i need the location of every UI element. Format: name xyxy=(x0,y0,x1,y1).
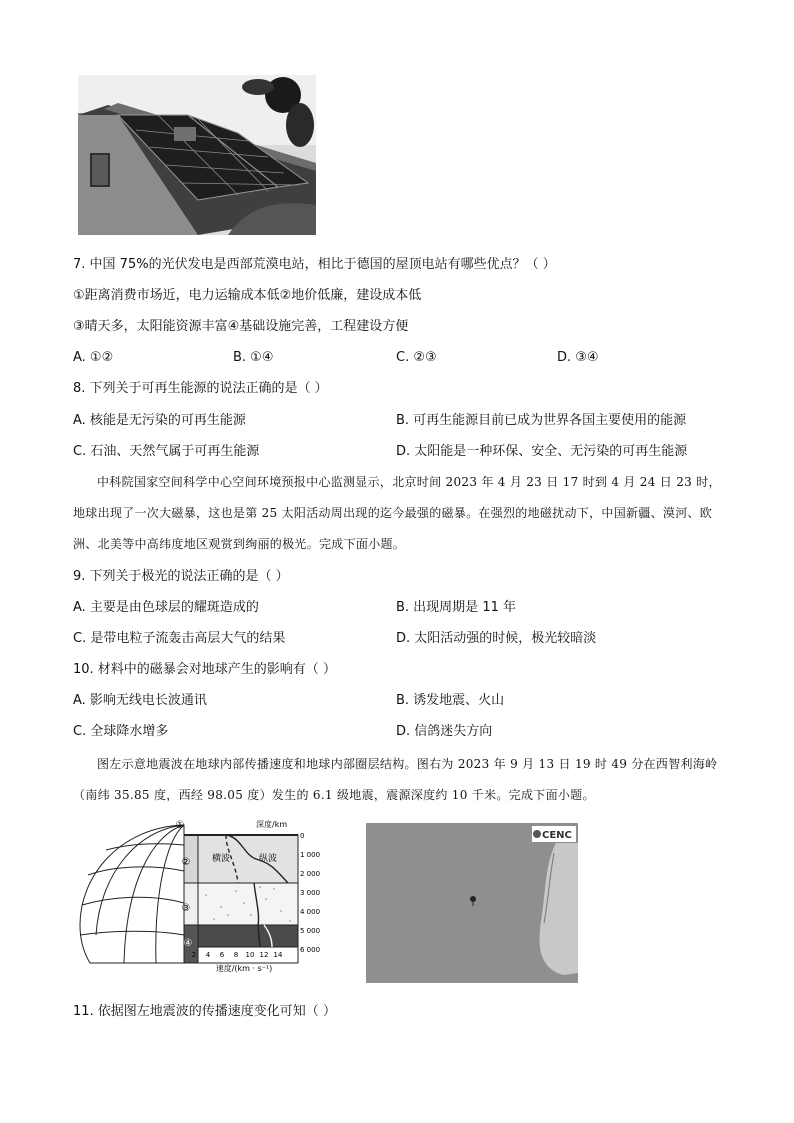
question-11-stem: 11. 依据图左地震波的传播速度变化可知（ ） xyxy=(73,1004,336,1019)
s-wave-label: 横波 xyxy=(212,854,231,864)
question-8-option-a[interactable]: A. 核能是无污染的可再生能源 xyxy=(73,413,246,428)
layer-mark-3: ③ xyxy=(181,903,191,914)
speed-tick: 8 xyxy=(233,951,239,959)
question-7-item-2: ③晴天多，太阳能资源丰富④基础设施完善，工程建设方便 xyxy=(73,319,409,334)
epicenter-marker xyxy=(470,896,476,902)
question-10-option-a[interactable]: A. 影响无线电长波通讯 xyxy=(73,693,207,708)
speed-tick: 12 xyxy=(259,951,269,959)
question-8-option-b[interactable]: B. 可再生能源目前已成为世界各国主要使用的能源 xyxy=(396,413,687,428)
question-9-option-c[interactable]: C. 是带电粒子流轰击高层大气的结果 xyxy=(73,631,286,646)
logo-mark-icon xyxy=(533,830,541,838)
question-10-option-c[interactable]: C. 全球降水增多 xyxy=(73,724,169,739)
speed-tick: 6 xyxy=(219,951,225,959)
earth-interior-figure xyxy=(76,815,321,975)
passage-earthquake: 图左示意地震波在地球内部传播速度和地球内部圈层结构。图右为 2023 年 9 月 13 日 19 时 49 分在西智利海岭（南纬 35.85 度，西经 98.05 度）发生的 6.1 级地震，震源深度约 10 千米。完成下面小题。 xyxy=(73,757,718,802)
depth-tick: 0 xyxy=(300,832,305,840)
earthquake-map-figure xyxy=(366,823,578,983)
layer-mark-1: ① xyxy=(175,820,185,831)
depth-tick: 5 000 xyxy=(300,927,321,935)
speed-tick: 14 xyxy=(273,951,283,959)
p-wave-label: 纵波 xyxy=(259,854,278,864)
depth-axis-label: 深度/km xyxy=(256,820,288,829)
question-8-stem: 8. 下列关于可再生能源的说法正确的是（ ） xyxy=(73,381,328,396)
depth-tick: 1 000 xyxy=(300,851,321,859)
solar-roof-photo xyxy=(78,75,316,235)
question-8-option-d[interactable]: D. 太阳能是一种环保、安全、无污染的可再生能源 xyxy=(396,444,688,459)
layer-mark-4: ④ xyxy=(183,938,193,949)
speed-axis-label: 速度/(km · s⁻¹) xyxy=(215,964,273,973)
depth-tick: 6 000 xyxy=(300,946,321,954)
question-10-stem: 10. 材料中的磁暴会对地球产生的影响有（ ） xyxy=(73,662,336,677)
question-7-option-c[interactable]: C. ②③ xyxy=(396,350,437,365)
depth-tick: 2 000 xyxy=(300,870,321,878)
question-9-stem: 9. 下列关于极光的说法正确的是（ ） xyxy=(73,569,289,584)
question-7-option-a[interactable]: A. ①② xyxy=(73,350,114,365)
depth-tick: 3 000 xyxy=(300,889,321,897)
speed-tick: 4 xyxy=(205,951,211,959)
question-7-option-d[interactable]: D. ③④ xyxy=(557,350,599,365)
question-7-item-1: ①距离消费市场近，电力运输成本低②地价低廉，建设成本低 xyxy=(73,288,422,303)
cenc-logo: CENC xyxy=(542,830,572,841)
question-10-option-b[interactable]: B. 诱发地震、火山 xyxy=(396,693,505,708)
question-7-stem: 7. 中国 75%的光伏发电是西部荒漠电站，相比于德国的屋顶电站有哪些优点？（ ） xyxy=(73,257,556,272)
question-9-option-b[interactable]: B. 出现周期是 11 年 xyxy=(396,600,516,615)
layer-mark-2: ② xyxy=(181,857,191,868)
depth-tick: 4 000 xyxy=(300,908,321,916)
question-9-option-a[interactable]: A. 主要是由色球层的耀斑造成的 xyxy=(73,600,259,615)
question-8-option-c[interactable]: C. 石油、天然气属于可再生能源 xyxy=(73,444,260,459)
question-7-option-b[interactable]: B. ①④ xyxy=(233,350,274,365)
speed-tick: 10 xyxy=(245,951,255,959)
question-10-option-d[interactable]: D. 信鸽迷失方向 xyxy=(396,724,493,739)
question-9-option-d[interactable]: D. 太阳活动强的时候，极光较暗淡 xyxy=(396,631,597,646)
passage-aurora: 中科院国家空间科学中心空间环境预报中心监测显示，北京时间 2023 年 4 月 23 日 17 时到 4 月 24 日 23 时，地球出现了一次大磁暴，这也是第 25 太阳活动周出现的迄今最强的磁暴。在强烈的地磁扰动下，中国新疆、漠河、欧洲、北美等中高纬度地区观赏到绚丽的极光。完成下面小题。 xyxy=(73,475,721,551)
speed-tick: 2 xyxy=(191,951,197,959)
